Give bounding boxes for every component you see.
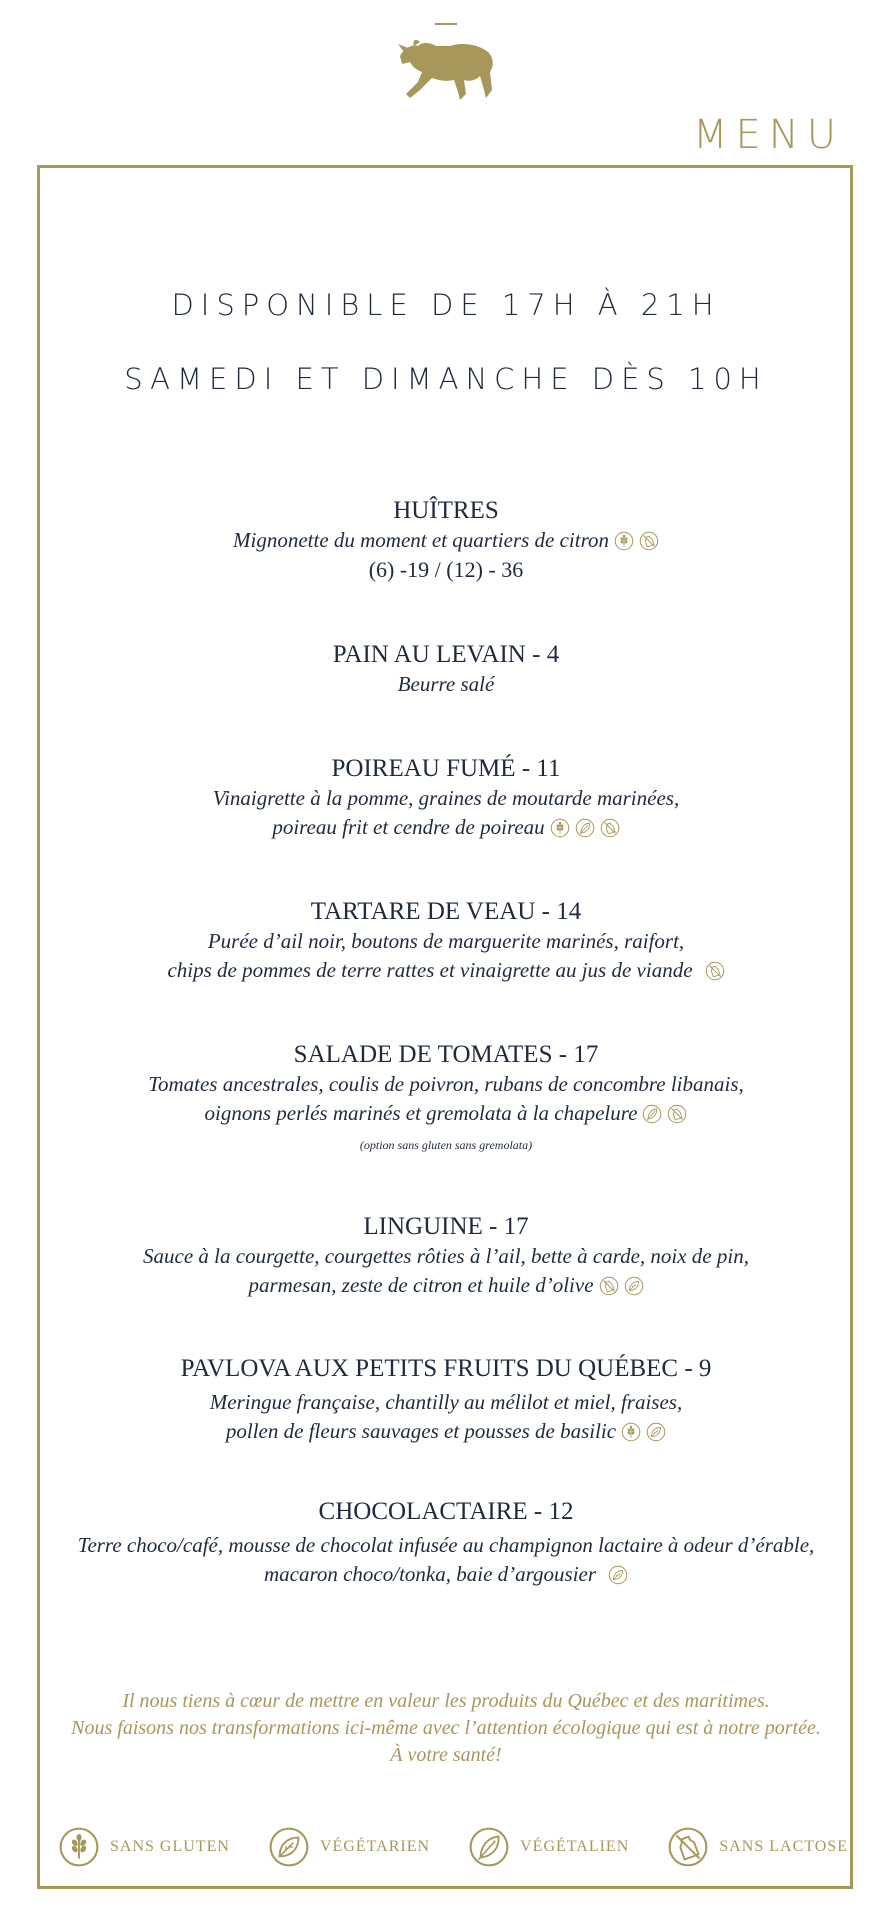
sans-gluten-icon: [621, 1422, 641, 1442]
item-title: TARTARE DE VEAU - 14: [310, 898, 582, 925]
sans-lactose-icon: [667, 1104, 687, 1124]
sans-lactose-icon: [705, 961, 725, 981]
vegetalien-icon: [468, 1826, 510, 1868]
menu-item-chocolactaire: [0, 1497, 892, 1589]
menu-item-poireau-fume: [0, 754, 892, 842]
diet-legend: [58, 1823, 848, 1871]
item-title: SALADE DE TOMATES - 17: [293, 1041, 599, 1068]
footer-message: [0, 1688, 892, 1769]
item-note: (option sans gluten sans gremolata): [359, 1138, 533, 1152]
item-description: chips de pommes de terre rattes et vinaigrette au jus de viande: [0, 956, 892, 985]
legend-vegetarien: VÉGÉTARIEN: [268, 1826, 430, 1868]
vegetarien-icon: [608, 1565, 628, 1585]
item-description: Beurre salé: [397, 672, 495, 696]
item-description: Meringue française, chantilly au mélilot et miel, fraises,: [209, 1390, 683, 1414]
sans-gluten-icon: [614, 531, 634, 551]
footer-line: Il nous tiens à cœur de mettre en valeur les produits du Québec et des maritimes.: [122, 1690, 770, 1712]
hours-weekend: SAMEDI ET DIMANCHE DÈS 10H: [124, 362, 768, 396]
item-price: (6) -19 / (12) - 36: [368, 557, 524, 582]
sans-gluten-icon: [58, 1826, 100, 1868]
menu-item-pain-au-levain: [0, 640, 892, 699]
item-price: - 17: [558, 1041, 599, 1068]
sans-lactose-icon: [667, 1826, 709, 1868]
item-description: parmesan, zeste de citron et huile d’olive: [0, 1271, 892, 1300]
item-description: pollen de fleurs sauvages et pousses de basilic: [0, 1417, 892, 1446]
menu-item-pavlova: [0, 1354, 892, 1446]
hours-weekday: DISPONIBLE DE 17H À 21H: [171, 288, 721, 322]
footer-line: Nous faisons nos transformations ici-même avec l’attention écologique qui est à notre portée.: [71, 1717, 821, 1739]
sans-gluten-icon: [550, 818, 570, 838]
item-title: HUÎTRES: [393, 497, 499, 524]
footer-line: À votre santé!: [390, 1744, 502, 1766]
item-title: PAIN AU LEVAIN - 4: [332, 641, 560, 668]
legend-vegetalien: VÉGÉTALIEN: [468, 1826, 629, 1868]
legend-sans-gluten: SANS GLUTEN: [58, 1826, 230, 1868]
item-description: oignons perlés marinés et gremolata à la chapelure: [0, 1099, 892, 1128]
item-price: - 14: [541, 898, 582, 925]
menu-frame: [37, 165, 853, 1889]
item-description: poireau frit et cendre de poireau: [0, 813, 892, 842]
item-price: - 4: [532, 641, 560, 668]
item-title: LINGUINE - 17: [363, 1213, 529, 1240]
vegetalien-icon: [642, 1104, 662, 1124]
item-description: Tomates ancestrales, coulis de poivron, rubans de concombre libanais,: [148, 1072, 744, 1096]
item-price: - 9: [684, 1355, 712, 1382]
item-title: CHOCOLACTAIRE - 12: [318, 1498, 574, 1525]
item-price: - 11: [521, 755, 561, 782]
item-title: PAVLOVA AUX PETITS FRUITS DU QUÉBEC - 9: [180, 1355, 712, 1382]
item-price: - 12: [533, 1498, 574, 1525]
item-description: Purée d’ail noir, boutons de marguerite marinés, raifort,: [207, 929, 685, 953]
vegetarien-icon: [646, 1422, 666, 1442]
menu-item-linguine: [0, 1212, 892, 1300]
menu-heading: MENU: [693, 112, 844, 158]
menu-item-huitres: [0, 496, 892, 584]
vegetarien-icon: [624, 1276, 644, 1296]
vegetalien-icon: [575, 818, 595, 838]
legend-sans-lactose: SANS LACTOSE: [667, 1826, 848, 1868]
menu-item-tartare-de-veau: [0, 897, 892, 985]
horse-logo-icon: [0, 18, 892, 102]
item-price: - 17: [489, 1213, 529, 1240]
item-description: Sauce à la courgette, courgettes rôties à l’ail, bette à carde, noix de pin,: [143, 1244, 749, 1268]
item-description: Mignonette du moment et quartiers de citron: [0, 526, 892, 555]
item-title: POIREAU FUMÉ - 11: [331, 755, 561, 782]
menu-item-salade-de-tomates: [0, 1040, 892, 1154]
item-description: macaron choco/tonka, baie d’argousier: [0, 1560, 892, 1589]
vegetarien-icon: [268, 1826, 310, 1868]
sans-lactose-icon: [639, 531, 659, 551]
item-description: Vinaigrette à la pomme, graines de moutarde marinées,: [212, 786, 680, 810]
item-description: Terre choco/café, mousse de chocolat infusée au champignon lactaire à odeur d’érable,: [77, 1533, 815, 1557]
sans-lactose-icon: [599, 1276, 619, 1296]
sans-lactose-icon: [600, 818, 620, 838]
